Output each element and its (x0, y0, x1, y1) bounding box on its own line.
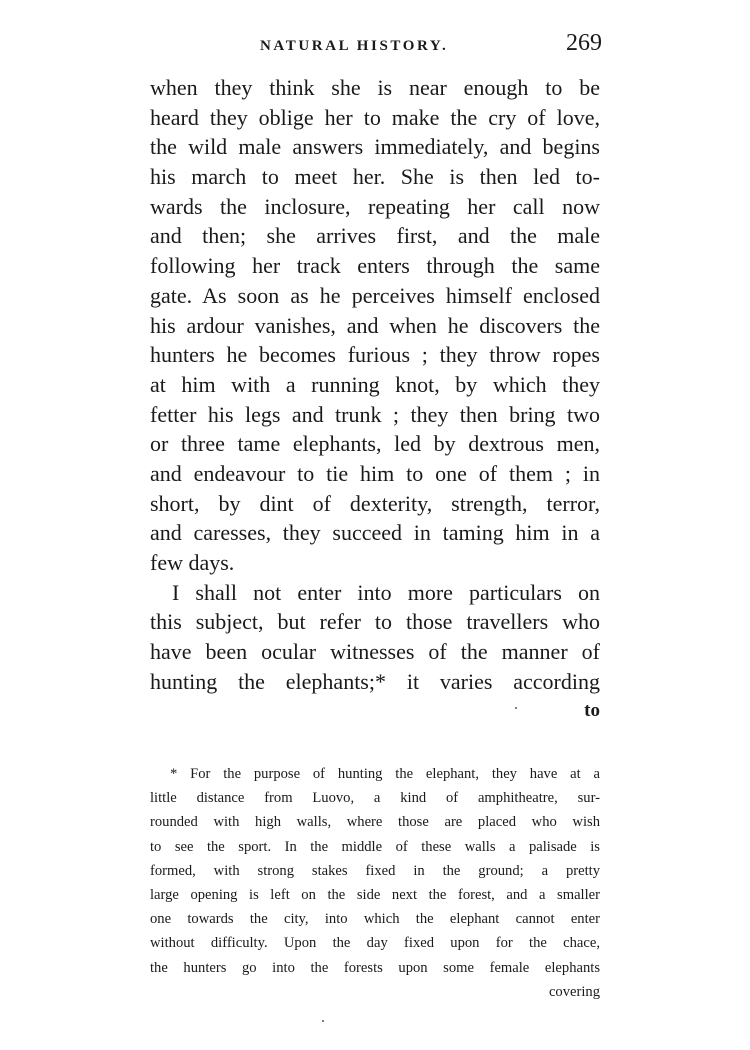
paragraph-start-line: I shall not enter into more particulars on (172, 579, 600, 605)
footnote-catchword: covering (548, 983, 600, 1000)
text-line: the wild male answers immediately, and begins (150, 134, 600, 160)
text-line: fetter his legs and trunk ; they then bring two (150, 401, 600, 427)
footnote (150, 762, 600, 1004)
text-line: and endeavour to tie him to one of them ; in (150, 460, 600, 486)
text-line: his march to meet her. She is then led to- (150, 164, 600, 190)
text-line: or three tame elephants, led by dextrous men, (150, 431, 600, 457)
footnote-line: rounded with high walls, where those are placed who wish (150, 814, 600, 831)
ink-speck (322, 1020, 324, 1022)
ink-speck (515, 707, 517, 709)
footnote-line: one towards the city, into which the elephant cannot enter (150, 911, 600, 928)
text-line: at him with a running knot, by which they (150, 371, 600, 397)
body-text (150, 73, 600, 726)
footnote-line: formed, with strong stakes fixed in the ground; a pretty (150, 862, 600, 879)
footnote-line: large opening is left on the side next the forest, and a smaller (150, 886, 600, 903)
text-line: his ardour vanishes, and when he discovers the (150, 312, 600, 338)
paragraph-end-line: few days. (150, 550, 235, 575)
text-line: this subject, but refer to those travellers who (150, 609, 600, 635)
footnote-line: * For the purpose of hunting the elephant, they have at a (170, 766, 600, 782)
catchword: to (584, 700, 600, 722)
text-line: short, by dint of dexterity, strength, terror, (150, 490, 600, 516)
text-line: have been ocular witnesses of the manner of (150, 639, 600, 665)
text-line: when they think she is near enough to be (150, 75, 600, 100)
text-line: wards the inclosure, repeating her call now (150, 193, 600, 219)
text-line: gate. As soon as he perceives himself enclosed (150, 282, 600, 308)
footnote-line: the hunters go into the forests upon some female elephants (150, 959, 600, 976)
text-line: hunting the elephants;* it varies according (150, 668, 600, 694)
text-line: and caresses, they succeed in taming him in a (150, 520, 600, 546)
text-line: and then; she arrives first, and the male (150, 223, 600, 249)
text-line: hunters he becomes furious ; they throw ropes (150, 342, 600, 368)
text-line: following her track enters through the same (150, 253, 600, 279)
running-head (150, 30, 600, 64)
footnote-line: without difficulty. Upon the day fixed upon for the chace, (150, 935, 600, 952)
text-line: heard they oblige her to make the cry of love, (150, 104, 600, 130)
running-title: NATURAL HISTORY. (260, 38, 449, 54)
footnote-line: to see the sport. In the middle of these walls a palisade is (150, 838, 600, 855)
page-number: 269 (566, 30, 602, 56)
footnote-line: little distance from Luovo, a kind of amphitheatre, sur- (150, 790, 600, 807)
